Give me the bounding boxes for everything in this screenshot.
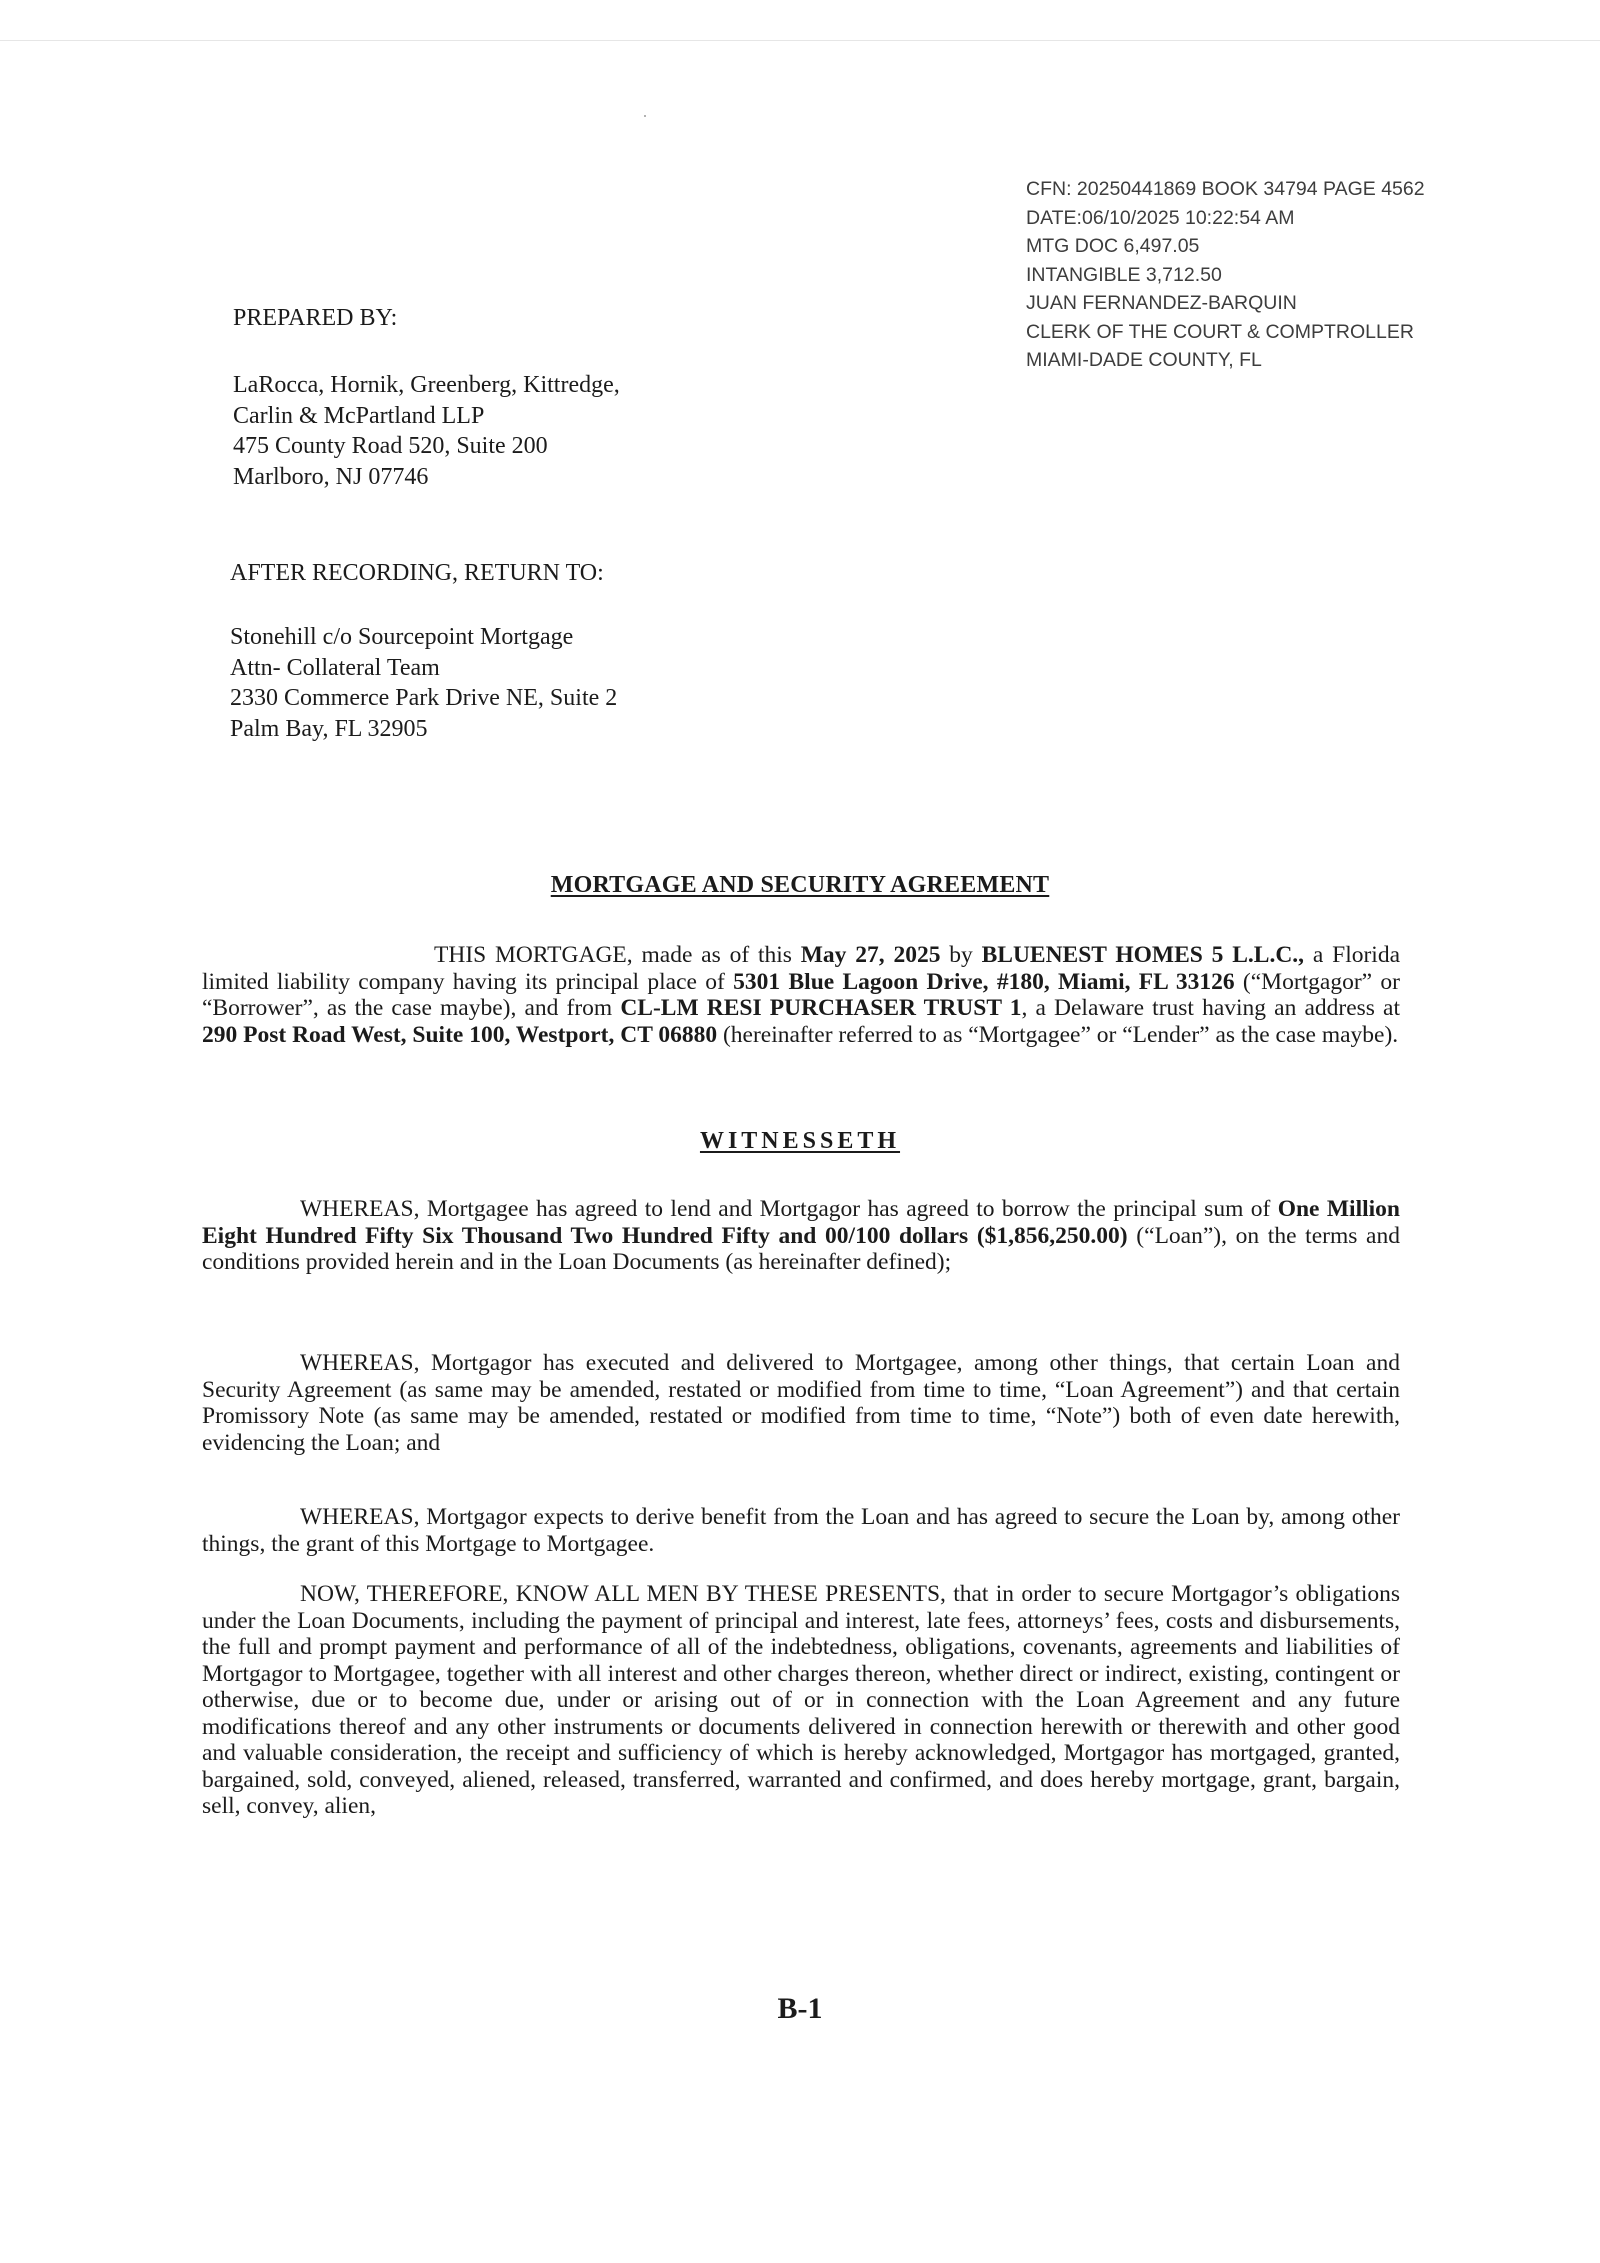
intro-text: a Florida limited liability company having its principal place of xyxy=(202,942,1401,995)
whereas-text: WHEREAS, Mortgagee has agreed to lend and Mortgagor has agreed to borrow the principal sum of xyxy=(300,1196,1278,1222)
whereas-text: WHEREAS, Mortgagor has executed and delivered to Mortgagee, among other things, that certain Loan and Security Agreement (as same may be amended, restated or modified from time to time, “Loan Agreement”) and that certain Promissory Note (as same may be amended, restated or modified from time to time, “Note”) both of even date herewith, evidencing the Loan; and xyxy=(202,1350,1400,1456)
now-therefore-paragraph xyxy=(202,1581,1400,1820)
stamp-line-clerk-name: JUAN FERNANDEZ-BARQUIN xyxy=(1026,292,1297,314)
scan-speck xyxy=(644,115,646,117)
intro-text: (“Mortgagor” or “Borrower”, as the case maybe), and from xyxy=(202,968,1401,1021)
recording-stamp xyxy=(1026,175,1566,375)
prepared-by-line: Carlin & McPartland LLP xyxy=(233,402,485,429)
witnesseth-heading: WITNESSETH xyxy=(699,1128,901,1154)
return-to-label: AFTER RECORDING, RETURN TO: xyxy=(230,560,604,586)
return-to-line: Palm Bay, FL 32905 xyxy=(230,715,428,742)
mortgagor-address: 5301 Blue Lagoon Drive, #180, Miami, FL 33126 xyxy=(733,968,1235,995)
stamp-line-date: DATE:06/10/2025 10:22:54 AM xyxy=(1026,206,1295,229)
intro-text: by xyxy=(940,942,982,968)
whereas-paragraph-2 xyxy=(202,1350,1400,1456)
prepared-by-line: LaRocca, Hornik, Greenberg, Kittredge, xyxy=(233,372,620,398)
document-title: MORTGAGE AND SECURITY AGREEMENT xyxy=(550,872,1050,898)
whereas-text: WHEREAS, Mortgagor expects to derive benefit from the Loan and has agreed to secure the Loan by, among other things, the grant of this Mortgage to Mortgagee. xyxy=(202,1504,1400,1557)
stamp-line-clerk-title: CLERK OF THE COURT & COMPTROLLER xyxy=(1026,320,1414,343)
prepared-by-label: PREPARED BY: xyxy=(233,305,398,331)
whereas-paragraph-3 xyxy=(202,1504,1400,1557)
prepared-by-line: 475 County Road 520, Suite 200 xyxy=(233,433,548,459)
return-to-line: Stonehill c/o Sourcepoint Mortgage xyxy=(230,624,574,650)
mortgagee-address: 290 Post Road West, Suite 100, Westport, CT 06880 xyxy=(202,1021,718,1048)
mortgagee-name: CL-LM RESI PURCHASER TRUST 1 xyxy=(620,995,1022,1021)
scan-top-edge xyxy=(0,40,1600,41)
stamp-line-cfn: CFN: 20250441869 BOOK 34794 PAGE 4562 xyxy=(1026,178,1425,200)
intro-text: THIS MORTGAGE, made as of this xyxy=(434,942,801,968)
loan-amount: One Million Eight Hundred Fifty Six Thousand Two Hundred Fifty and 00/100 dollars ($1,856,250.00) xyxy=(202,1196,1400,1249)
return-to-line: 2330 Commerce Park Drive NE, Suite 2 xyxy=(230,685,618,711)
intro-text: , a Delaware trust having an address at xyxy=(1021,995,1401,1021)
return-to-line: Attn- Collateral Team xyxy=(230,654,440,681)
mortgagor-name: BLUENEST HOMES 5 L.L.C., xyxy=(981,942,1305,968)
return-to-address xyxy=(230,622,617,744)
page-number: B-1 xyxy=(777,1992,823,2025)
intro-text: (hereinafter referred to as “Mortgagee” or “Lender” as the case maybe). xyxy=(717,1021,1399,1048)
stamp-line-mtg-doc: MTG DOC 6,497.05 xyxy=(1026,235,1200,257)
mortgage-date: May 27, 2025 xyxy=(800,942,941,968)
now-therefore-text: NOW, THEREFORE, KNOW ALL MEN BY THESE PRESENTS, that in order to secure Mortgagor’s obligations under the Loan Documents, including the payment of principal and interest, late fees, attorneys’ fees, costs and disbursements, the full and prompt payment and performance of all of the indebtedness, obligations, covenants, agreements and liabilities of Mortgagor to Mortgagee, together with all interest and other charges thereon, whether direct or indirect, existing, contingent or otherwise, due or to become due, under or arising out of or in connection with the Loan Agreement and any future modifications thereof and any other instruments or documents delivered in connection herewith or therewith and other good and valuable consideration, the receipt and sufficiency of which is hereby acknowledged, Mortgagor has mortgaged, granted, bargained, sold, conveyed, aliened, released, transferred, warranted and confirmed, and does hereby mortgage, grant, bargain, sell, convey, alien, xyxy=(202,1581,1400,1819)
prepared-by-address xyxy=(233,370,620,492)
whereas-paragraph-1 xyxy=(202,1196,1400,1276)
stamp-line-intangible: INTANGIBLE 3,712.50 xyxy=(1026,263,1222,286)
whereas-text: (“Loan”), on the terms and conditions provided herein and in the Loan Documents (as hereinafter defined); xyxy=(202,1222,1400,1275)
stamp-line-county: MIAMI-DADE COUNTY, FL xyxy=(1026,349,1262,371)
intro-paragraph xyxy=(202,942,1400,1048)
prepared-by-line: Marlboro, NJ 07746 xyxy=(233,463,429,490)
